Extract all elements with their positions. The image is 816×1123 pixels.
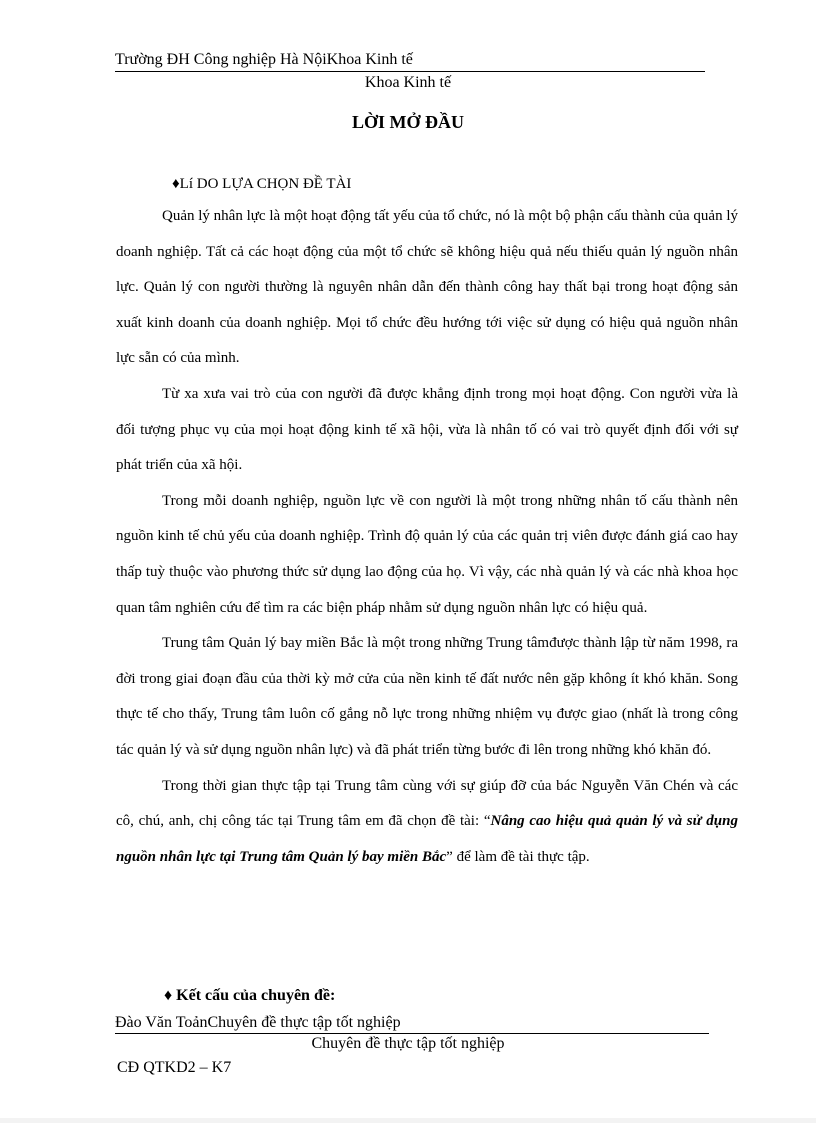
page-header bbox=[115, 49, 705, 72]
paragraph-4: Trung tâm Quản lý bay miền Bắc là một trong những Trung tâmđược thành lập từ năm 1998, ra đời trong giai đoạn đầu của thời kỳ mở cửa của nền kinh tế đất nước nên gặp không ít khó khăn. Song thực tế cho thấy, Trung tâm luôn cố gắng nỗ lực trong những nhiệm vụ được giao (nhất là trong công tác quản lý và sử dụng nguồn nhân lực) và đã phát triển từng bước đi lên trong những khó khăn đó. bbox=[116, 635, 738, 758]
thesis-topic: Nâng cao hiệu quả quản lý và sử dụng nguồn nhân lực tại Trung tâm Quản lý bay miền Bắc bbox=[116, 813, 738, 865]
paragraph-1: Quản lý nhân lực là một hoạt động tất yếu của tổ chức, nó là một bộ phận cấu thành của quản lý doanh nghiệp. Tất cả các hoạt động của một tổ chức sẽ không hiệu quả nếu thiếu quản lý nguồn nhân lực. Quản lý con người thường là nguyên nhân dẫn đến thành công hay thất bại trong hoạt động sản xuất kinh doanh của doanh nghiệp. Mọi tổ chức đều hướng tới việc sử dụng có hiệu quả nguồn nhân lực sẵn có của mình. bbox=[116, 208, 738, 367]
body-text bbox=[116, 199, 738, 875]
paragraph-2: Từ xa xưa vai trò của con người đã được khẳng định trong mọi hoạt động. Con người vừa là đối tượng phục vụ của mọi hoạt động kinh tế xã hội, vừa là nhân tố có vai trò quyết định đối với sự phát triển của xã hội. bbox=[116, 385, 738, 474]
footer-class-code: CĐ QTKD2 – K7 bbox=[117, 1059, 232, 1076]
page-footer bbox=[115, 1013, 709, 1034]
diamond-bullet-icon: ♦ bbox=[172, 176, 180, 192]
diamond-bullet-icon: ♦ bbox=[164, 987, 173, 1004]
paragraph-3: Trong mỗi doanh nghiệp, nguồn lực về con người là một trong những nhân tố cấu thành nên nguồn kinh tế chủ yếu của doanh nghiệp. Trình độ quản lý của các quản trị viên được đánh giá cao hay thấp tuỳ thuộc vào phương thức sử dụng lao động của họ. Vì vậy, các nhà quản lý và các nhà khoa học quan tâm nghiên cứu để tìm ra các biện pháp nhằm sử dụng nguồn nhân lực có hiệu quả. bbox=[116, 492, 738, 616]
footer-text: Đào Văn ToảnChuyên đề thực tập tốt nghiệp bbox=[115, 1014, 401, 1031]
footer-subtitle: Chuyên đề thực tập tốt nghiệp bbox=[311, 1035, 505, 1052]
paragraph-5-intro: Trong thời gian thực tập tại Trung tâm cùng với sự giúp đỡ của bác Nguyễn Văn Chén và các cô, chú, anh, chị công tác tại Trung tâm em đã chọn đề tài: “ bbox=[116, 777, 738, 830]
paragraph-5-end: ” để làm đề tài thực tập. bbox=[446, 848, 590, 865]
header-text: Trường ĐH Công nghiệp Hà NộiKhoa Kinh tế bbox=[115, 51, 413, 68]
section-heading-text: Kết cấu của chuyên đề: bbox=[176, 987, 336, 1004]
header-subtitle: Khoa Kinh tế bbox=[364, 74, 452, 91]
page-bottom-edge bbox=[0, 1118, 816, 1123]
section-heading-structure bbox=[164, 985, 335, 1007]
page-title: LỜI MỞ ĐẦU bbox=[352, 112, 464, 132]
section-heading-text: Lí DO LỰA CHỌN ĐỀ TÀI bbox=[179, 176, 352, 192]
paragraph-5 bbox=[116, 769, 738, 876]
section-heading-reason bbox=[172, 173, 351, 195]
